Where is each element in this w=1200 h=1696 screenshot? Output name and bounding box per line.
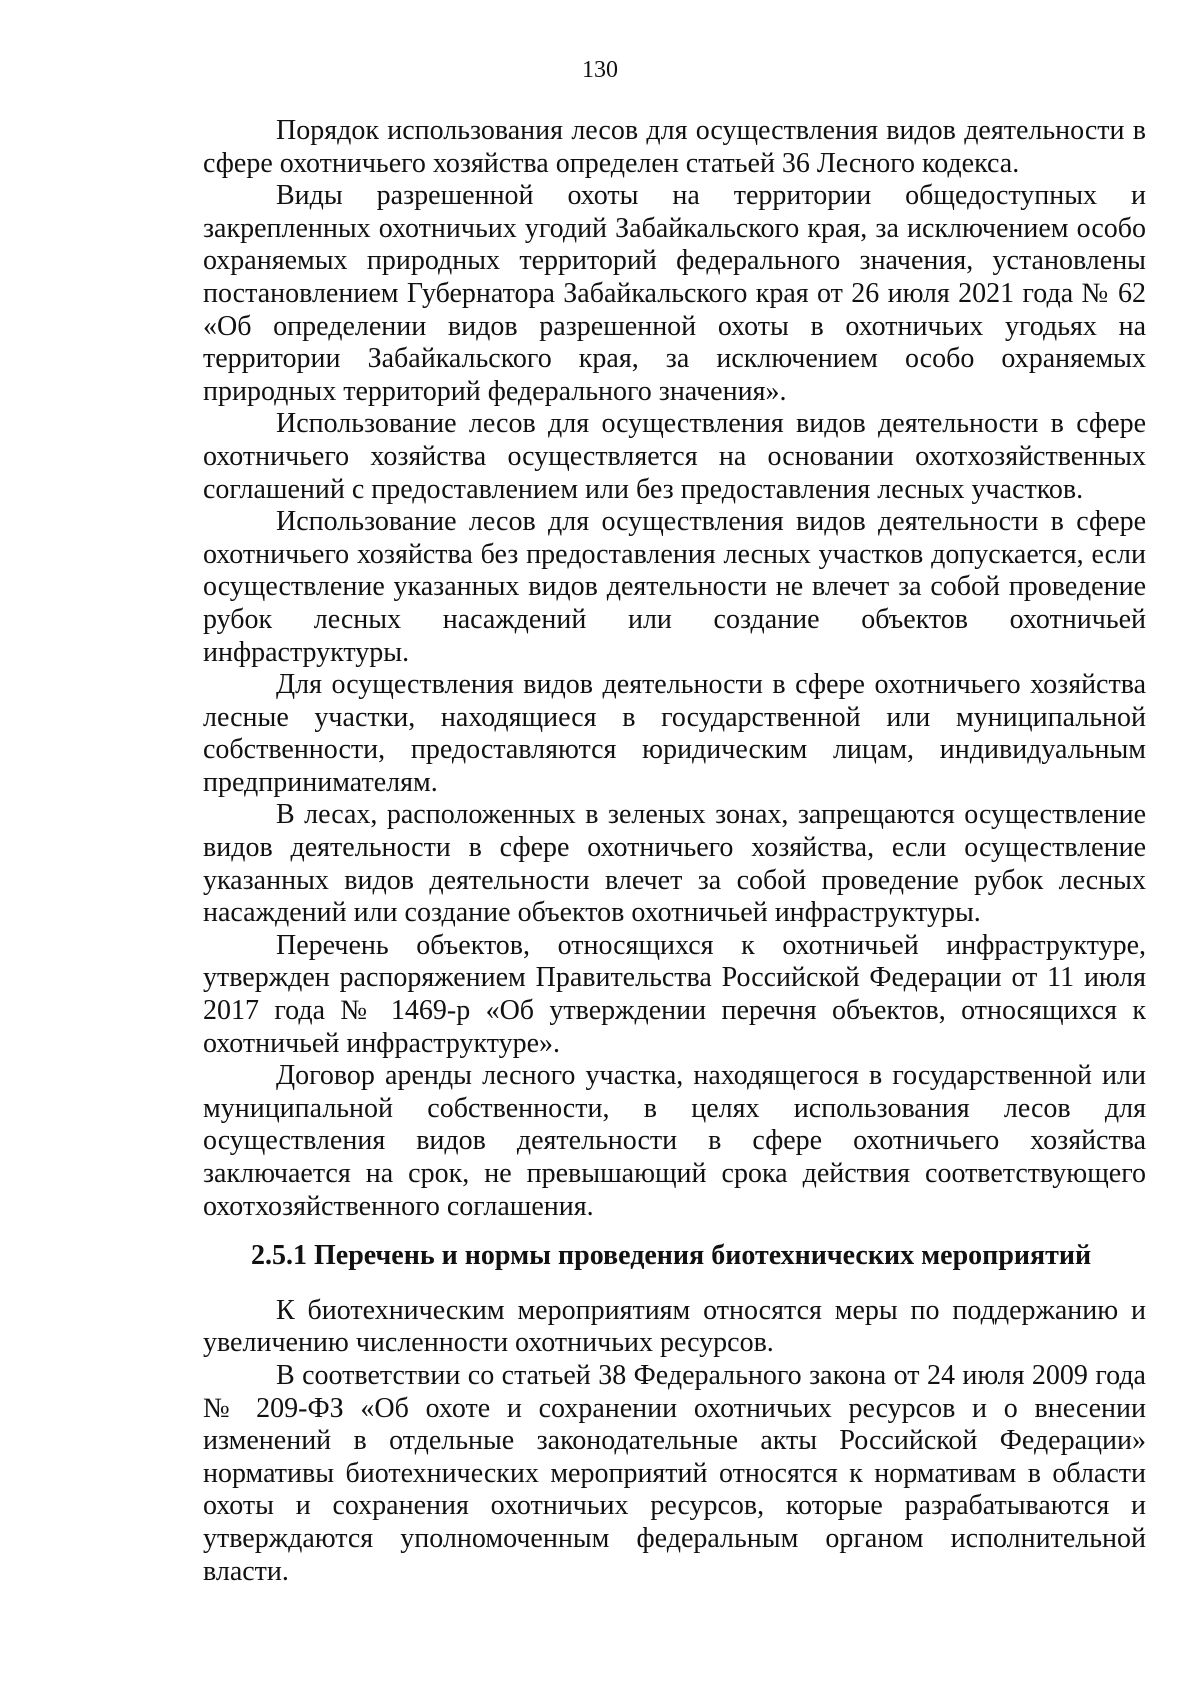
paragraph: В соответствии со статьей 38 Федерального закона от 24 июля 2009 года № 209-ФЗ «Об охоте и сохранении охотничьих ресурсов и о внесении изменений в отдельные законодательные акты Российской Федерации» нормативы биотехнических мероприятий относятся к нормативам в области охоты и сохранения охотничьих ресурсов, которые разрабатываются и утверждаются уполномоченным федеральным органом исполнительной власти. — [203, 1359, 1146, 1587]
paragraph: В лесах, расположенных в зеленых зонах, запрещаются осуществление видов деятельности в сфере охотничьего хозяйства, если осуществление указанных видов деятельности влечет за собой проведение рубок лесных насаждений или создание объектов охотничьей инфраструктуры. — [203, 799, 1146, 929]
document-body — [203, 115, 1146, 1588]
page-number: 130 — [582, 57, 618, 83]
paragraph: Договор аренды лесного участка, находящегося в государственной или муниципальной собственности, в целях использования лесов для осуществления видов деятельности в сфере охотничьего хозяйства заключается на срок, не превышающий срока действия соответствующего охотхозяйственного соглашения. — [203, 1060, 1146, 1222]
paragraph: Использование лесов для осуществления видов деятельности в сфере охотничьего хозяйства без предоставления лесных участков допускается, если осуществление указанных видов деятельности не влечет за собой проведение рубок лесных насаждений или создание объектов охотничьей инфраструктуры. — [203, 506, 1146, 668]
paragraph: Перечень объектов, относящихся к охотничьей инфраструктуре, утвержден распоряжением Правительства Российской Федерации от 11 июля 2017 года № 1469-р «Об утверждении перечня объектов, относящихся к охотничьей инфраструктуре». — [203, 929, 1146, 1059]
paragraph: Виды разрешенной охоты на территории общедоступных и закрепленных охотничьих угодий Забайкальского края, за исключением особо охраняемых природных территорий федерального значения, установлены постановлением Губернатора Забайкальского края от 26 июля 2021 года № 62 «Об определении видов разрешенной охоты в охотничьих угодьях на территории Забайкальского края, за исключением особо охраняемых природных территорий федерального значения». — [203, 180, 1146, 407]
paragraph: Для осуществления видов деятельности в сфере охотничьего хозяйства лесные участки, находящиеся в государственной или муниципальной собственности, предоставляются юридическим лицам, индивидуальным предпринимателям. — [203, 669, 1146, 798]
paragraph: К биотехническим мероприятиям относятся меры по поддержанию и увеличению численности охотничьих ресурсов. — [203, 1294, 1146, 1359]
section-heading: 2.5.1 Перечень и нормы проведения биотехнических мероприятий — [251, 1240, 1092, 1272]
paragraph: Порядок использования лесов для осуществления видов деятельности в сфере охотничьего хозяйства определен статьей 36 Лесного кодекса. — [203, 115, 1146, 179]
paragraph: Использование лесов для осуществления видов деятельности в сфере охотничьего хозяйства осуществляется на основании охотхозяйственных соглашений с предоставлением или без предоставления лесных участков. — [203, 408, 1146, 505]
